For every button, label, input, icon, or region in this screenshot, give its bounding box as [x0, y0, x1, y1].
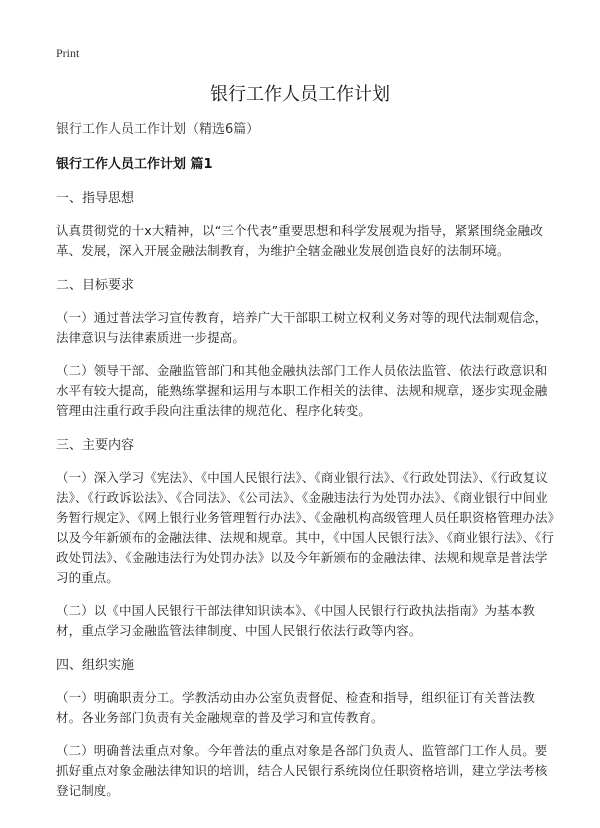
paragraph-guiding-thought: 认真贯彻党的十x大精神，以“三个代表”重要思想和科学发展观为指导，紧紧围绕金融改革、发展，深入开展金融法制教育，为维护全辖金融业发展创造良好的法制环境。: [56, 223, 543, 258]
paragraph-content-1: （一）深入学习《宪法》、《中国人民银行法》、《商业银行法》、《行政处罚法》、《行政复议法》、《行政诉讼法》、《合同法》、《公司法》、《金融违法行为处罚办法》、《商业银行中间业务暂行规定》、《网上银行业务管理暂行办法》、《金融机构高级管理人员任职资格管理办法》以及今年新颁布的金融法律、法规和规章。其中，《中国人民银行法》、《商业银行法》、《行政处罚法》、《金融违法行为处罚办法》以及今年新颁布的金融法律、法规和规章是普法学习的重点。: [56, 470, 554, 585]
paragraph-implementation-2: （二）明确普法重点对象。今年普法的重点对象是各部门负责人、监管部门工作人员。要抓好重点对象金融法律知识的培训，结合人民银行系统岗位任职资格培训，建立学法考核登记制度。: [56, 743, 548, 798]
document-title: 银行工作人员工作计划: [210, 84, 390, 105]
paragraph-goal-2: （二）领导干部、金融监管部门和其他金融执法部门工作人员依法监管、依法行政意识和水平有较大提高，能熟练掌握和运用与本职工作相关的法律、法规和规章，逐步实现金融管理由注重行政手段向注重法律的规范化、程序化转变。: [56, 363, 548, 418]
document-body: [56, 118, 554, 814]
paragraph-goal-1: （一）通过普法学习宣传教育，培养广大干部职工树立权利义务对等的现代法制观信念，法律意识与法律素质进一步提高。: [56, 310, 548, 345]
document-subtitle: 银行工作人员工作计划（精选6篇）: [56, 122, 260, 137]
section-title: 银行工作人员工作计划 篇1: [56, 157, 213, 172]
print-link[interactable]: Print: [56, 46, 80, 60]
heading-main-content: 三、主要内容: [56, 438, 135, 453]
paragraph-content-2: （二）以《中国人民银行干部法律知识读本》、《中国人民银行行政执法指南》为基本教材，重点学习金融监管法律制度、中国人民银行依法行政等内容。: [56, 603, 535, 638]
heading-implementation: 四、组织实施: [56, 658, 135, 673]
heading-guiding-thought: 一、指导思想: [56, 191, 135, 206]
paragraph-implementation-1: （一）明确职责分工。学教活动由办公室负责督促、检查和指导，组织征订有关普法教材。各业务部门负责有关金融规章的普及学习和宣传教育。: [56, 690, 535, 725]
heading-goals: 二、目标要求: [56, 278, 135, 293]
